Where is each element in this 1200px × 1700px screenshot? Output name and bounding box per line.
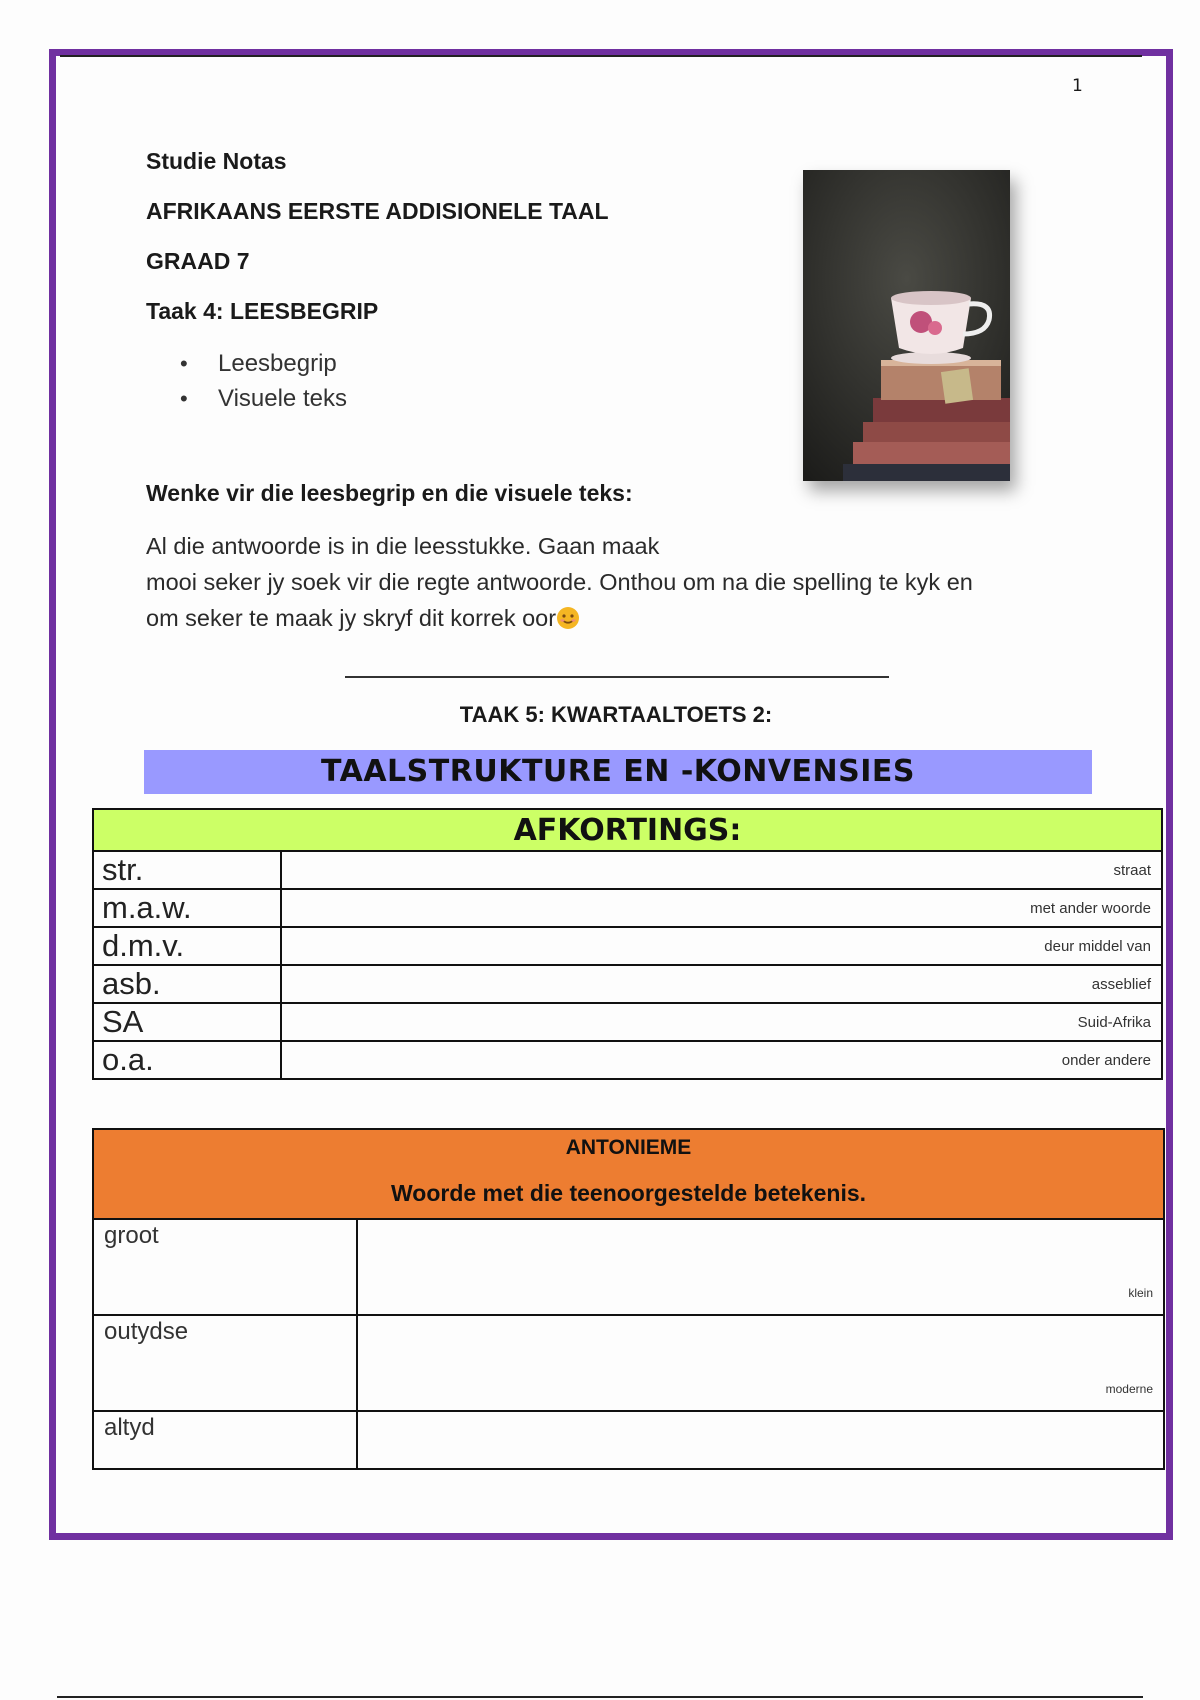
bottom-divider (57, 1696, 1143, 1698)
table-row (93, 1315, 1164, 1411)
table-row (93, 965, 1162, 1003)
antonyms-subtitle: Woorde met die teenoorgestelde betekenis. (390, 1179, 867, 1206)
topic-list (180, 346, 347, 416)
section-divider (345, 676, 889, 678)
abbreviations-title: AFKORTINGS: (93, 809, 1162, 851)
task4-title: Taak 4: LEESBEGRIP (146, 298, 379, 324)
list-item: • Leesbegrip (180, 346, 347, 381)
abbr-meaning: met ander woorde (281, 889, 1162, 927)
antonyms-title: ANTONIEME (565, 1135, 692, 1159)
abbr-term: SA (93, 1003, 281, 1041)
grade-title: GRAAD 7 (146, 248, 250, 274)
tips-line: Al die antwoorde is in die leesstukke. Gaan maak (146, 533, 660, 559)
abbr-term: m.a.w. (93, 889, 281, 927)
abbr-term: asb. (93, 965, 281, 1003)
doc-label: Studie Notas (146, 148, 287, 174)
tips-line: mooi seker jy soek vir die regte antwoorde. Onthou om na die spelling te kyk en (146, 569, 973, 595)
page-number: 1 (1072, 76, 1083, 96)
table-row (93, 1411, 1164, 1469)
tips-paragraph (146, 528, 1086, 636)
abbr-meaning: asseblief (281, 965, 1162, 1003)
abbr-meaning: onder andere (281, 1041, 1162, 1079)
antonym-answer: moderne (357, 1315, 1164, 1411)
antonyms-header (93, 1129, 1164, 1219)
antonym-answer (357, 1411, 1164, 1469)
tips-line-last (146, 600, 1086, 636)
abbr-term: d.m.v. (93, 927, 281, 965)
table-row (93, 1003, 1162, 1041)
top-divider (60, 55, 1142, 57)
section-banner: TAALSTRUKTURE EN -KONVENSIES (144, 750, 1092, 794)
abbr-term: o.a. (93, 1041, 281, 1079)
antonym-answer: klein (357, 1219, 1164, 1315)
subject-title: AFRIKAANS EERSTE ADDISIONELE TAAL (146, 198, 609, 224)
antonym-word: groot (93, 1219, 357, 1315)
antonym-word: outydse (93, 1315, 357, 1411)
antonyms-table (92, 1128, 1165, 1470)
abbr-term: str. (93, 851, 281, 889)
task5-title: TAAK 5: KWARTAALTOETS 2: (459, 702, 773, 727)
table-row (93, 889, 1162, 927)
table-row (93, 927, 1162, 965)
abbr-meaning: straat (281, 851, 1162, 889)
tips-heading: Wenke vir die leesbegrip en die visuele teks: (146, 480, 633, 506)
teacup-on-books-photo (803, 170, 1010, 481)
table-row (93, 1041, 1162, 1079)
table-row (93, 851, 1162, 889)
antonym-word: altyd (93, 1411, 357, 1469)
smiley-icon (556, 606, 580, 630)
abbr-meaning: deur middel van (281, 927, 1162, 965)
abbr-meaning: Suid-Afrika (281, 1003, 1162, 1041)
tips-line-text: om seker te maak jy skryf dit korrek oor (146, 605, 557, 631)
list-item: • Visuele teks (180, 381, 347, 416)
abbreviations-table (92, 808, 1163, 1080)
table-row (93, 1219, 1164, 1315)
